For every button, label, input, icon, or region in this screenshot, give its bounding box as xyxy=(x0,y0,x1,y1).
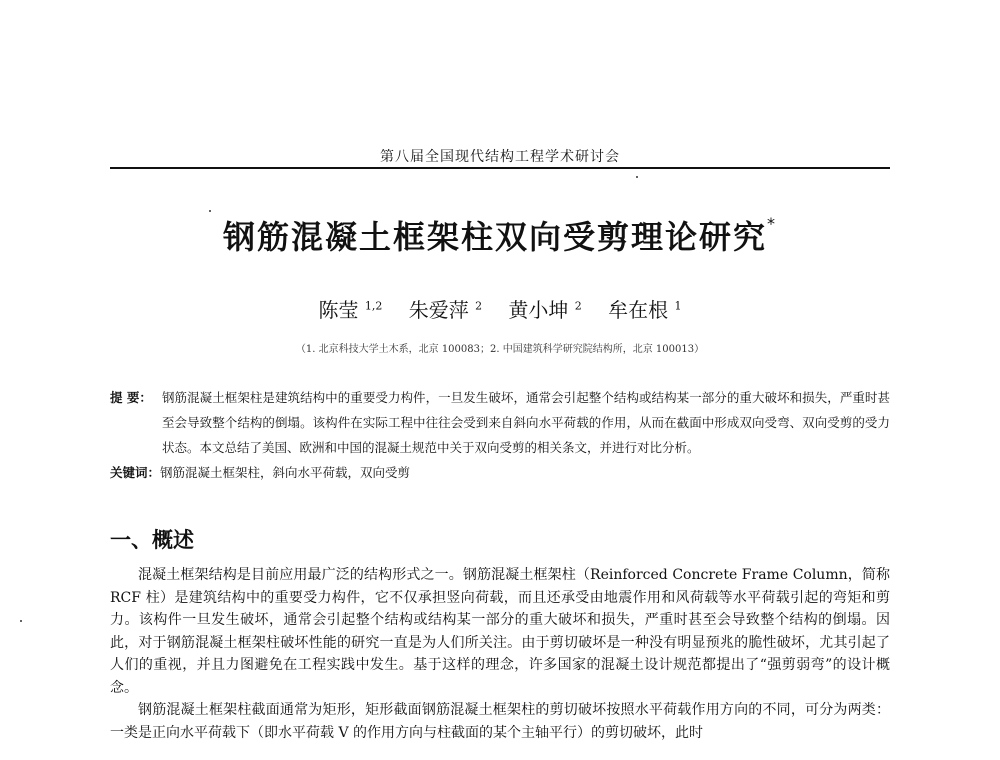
author-affiliation-mark: 1,2 xyxy=(364,299,383,313)
author-name: 朱爱萍 xyxy=(408,298,469,322)
author-name: 牟在根 xyxy=(608,298,669,322)
body-paragraph: 钢筋混凝土框架柱截面通常为矩形，矩形截面钢筋混凝土框架柱的剪切破坏按照水平荷载作用方向的不同，可分为两类：一类是正向水平荷载下（即水平荷载 V 的作用方向与柱截面的某个主轴平行）的剪切破坏，此时 xyxy=(110,702,890,741)
author-name: 陈莹 xyxy=(318,298,359,322)
affiliation-line: （1. 北京科技大学土木系，北京 100083；2. 中国建筑科学研究院结构所，北京 100013） xyxy=(295,344,705,355)
title-footnote-mark: * xyxy=(767,214,777,233)
keywords-text: 钢筋混凝土框架柱，斜向水平荷载，双向受剪 xyxy=(160,465,411,480)
author-affiliation-mark: 1 xyxy=(674,299,682,313)
abstract-text: 钢筋混凝土框架柱是建筑结构中的重要受力构件，一旦发生破坏，通常会引起整个结构或结构某一部分的重大破坏和损失，严重时甚至会导致整个结构的倒塌。该构件在实际工程中往往会受到来自斜向水平荷载的作用，从而在截面中形成双向受弯、双向受剪的受力状态。本文总结了美国、欧洲和中国的混凝土规范中关于双向受剪的相关条文，并进行对比分析。 xyxy=(162,390,890,455)
author-affiliation-mark: 2 xyxy=(475,299,483,313)
section-heading: 一、概述 xyxy=(110,528,194,552)
abstract-block xyxy=(110,385,890,485)
keywords xyxy=(110,460,890,485)
body-paragraph: 混凝土框架结构是目前应用最广泛的结构形式之一。钢筋混凝土框架柱（Reinforced Concrete Frame Column，简称 RCF 柱）是建筑结构中的重要受力构件，它不仅承担竖向荷载，而且还承受由地震作用和风荷载等水平荷载引起的弯矩和剪力。该构件一旦发生破坏，通常会引起整个结构或结构某一部分的重大破坏和损失，严重时甚至会导致整个结构的倒塌。因此，对于钢筋混凝土框架柱破坏性能的研究一直是为人们所关注。由于剪切破坏是一种没有明显预兆的脆性破坏，尤其引起了人们的重视，并且力图避免在工程实践中发生。基于这样的理念，许多国家的混凝土设计规范都提出了“强剪弱弯”的设计概念。 xyxy=(110,567,890,696)
abstract-label: 提 要： xyxy=(110,390,152,405)
author xyxy=(508,298,581,322)
scan-speck xyxy=(20,620,22,622)
abstract xyxy=(110,385,890,460)
paper-title xyxy=(110,212,890,258)
author xyxy=(318,298,382,322)
running-header: 第八届全国现代结构工程学术研讨会 xyxy=(380,149,620,165)
author-affiliation-mark: 2 xyxy=(574,299,582,313)
author-name: 黄小坤 xyxy=(508,298,569,322)
author xyxy=(409,298,482,322)
paper-title-text: 钢筋混凝土框架柱双向受剪理论研究 xyxy=(222,218,767,256)
section-body xyxy=(110,564,890,744)
author-list xyxy=(110,294,890,323)
author xyxy=(608,298,681,322)
header-rule xyxy=(110,167,890,169)
scan-speck xyxy=(636,176,638,178)
keywords-label: 关键词： xyxy=(110,465,161,480)
